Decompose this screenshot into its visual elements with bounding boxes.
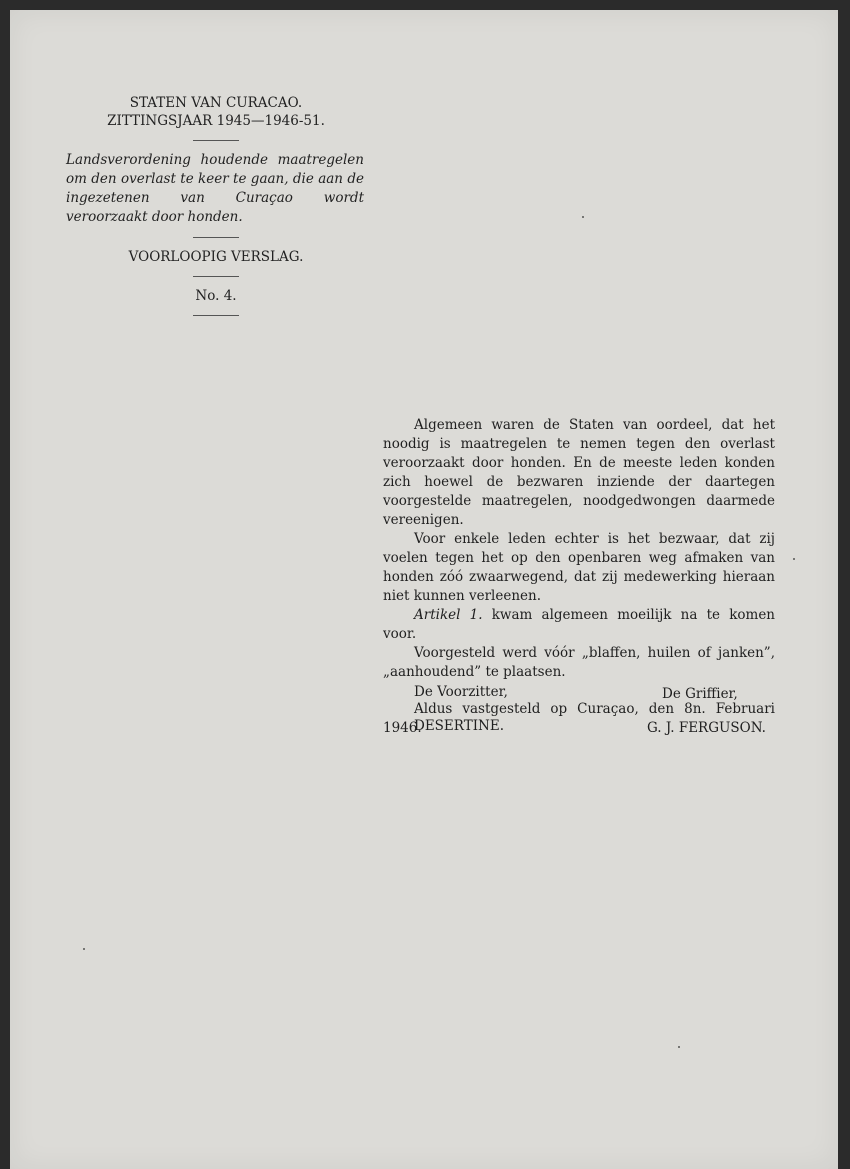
body-paragraph-1: Algemeen waren de Staten van oordeel, dat het noodig is maatregelen te nemen tegen den overlast veroorzaakt door honden. En de meeste leden konden zich hoewel de bezwaren inziende der daartegen voorgestelde maatregelen, noodgedwongen daarmede vereenigen. — [383, 417, 775, 528]
header-line-2: ZITTINGSJAAR 1945—1946-51. — [107, 113, 325, 129]
divider — [193, 276, 239, 277]
article-remark: kwam algemeen moeilijk na te komen voor. — [383, 607, 776, 642]
paper-speck — [582, 216, 584, 218]
paper-speck — [793, 558, 795, 560]
body-paragraph-2: Voor enkele leden echter is het bezwaar, dat zij voelen tegen het op den openbaren weg afmaken van honden zóó zwaarwegend, dat zij medewerking hieraan niet kunnen verleenen. — [383, 531, 775, 604]
article-reference: Artikel 1. — [414, 607, 483, 623]
clerk-title: De Griffier, — [662, 686, 738, 702]
chairman-title: De Voorzitter, — [414, 684, 508, 700]
document-number: No. 4. — [195, 288, 237, 304]
date-line: Aldus vastgesteld op Curaçao, den 8n. Februari 1946. — [383, 701, 775, 736]
chairman-name: DESERTINE. — [414, 718, 505, 734]
document-type: VOORLOOPIG VERSLAG. — [128, 249, 304, 265]
document-page — [10, 10, 838, 1169]
paper-speck — [678, 1046, 680, 1048]
divider — [193, 140, 239, 141]
header-line-1: STATEN VAN CURACAO. — [129, 95, 303, 111]
body-paragraph-4: Voorgesteld werd vóór „blaffen, huilen of janken”, „aanhoudend” te plaatsen. — [383, 645, 775, 680]
document-subject: Landsverordening houdende maatregelen om den overlast te keer te gaan, die aan de ingezetenen van Curaçao wordt veroorzaakt door honden. — [66, 152, 364, 225]
document-header — [66, 94, 366, 326]
clerk-name: G. J. FERGUSON. — [647, 720, 766, 736]
divider — [193, 237, 239, 238]
body-paragraph-3 — [383, 606, 775, 644]
paper-speck — [83, 948, 85, 950]
divider — [193, 315, 239, 316]
